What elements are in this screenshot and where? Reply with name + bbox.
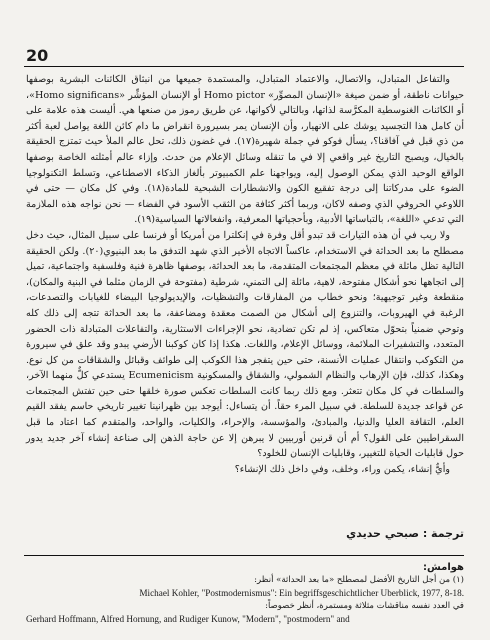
- footnote-line: (١) من أجل التاريخ الأفضل لمصطلح «ما بعد الحداثة» أنظر:: [254, 575, 464, 585]
- body-paragraph-1: والتفاعل المتبادل، والاتصال، والاعتماد المتبادل، والمستمدة جميعها من انبثاق الكائنات البشرية بوصفها حيوانات ناطقة، أو ضمن صيغة «الإنسان المصوِّر» Homo pictor أو الإنسان المؤشِّر «Homo significans»، أو الكائنات الغنوسطية المكرَّسة لذاتها، وبالتالي لأكوانها، عن طريق رموز من صنعها هي. أليست هذه علامة على أن كامل هذا التجسيد يوشك على الانهيار، وأن الإنسان يمر بسيرورة انقراض ما دام كائن اللغة يواصل لعبة أكثر من ذي قبل في آفاقنا؟، يسأل فوكو في جملة شهيرة(١٧). في غضون ذلك، تحل عالم الملأ حيث تمتزج الحقيقة بالخيال، ويصبح التاريخ غير واقعي إلا في ما تنقله وسائل الإعلام من حدث. وإزاء عالم أمثلته الخاصة بوصفها الواقع الوحيد الذي يمكن الوصول إليه، ويواجهنا علم الكمبيوتر بألغاز الذكاء الاصطناعي، وتسلط التكنولوجيا الضوء على مدركاتنا إلى درجة تفقيع الكون والانشطارات الشبحية للمادة(١٨). وفي كل مكان — حتى في اللاوعي الحروفي الذي وصفه لاكان، وربما أكثر كثافة من الثقب الأسود في الفضاء — نحن نواجه هذه الملازمة التي تدعي «اللغة»، بالتباساتها الأدبية، وبأحجياتها المعرفية، وانفعالاتها السياسية(١٩).: [26, 74, 465, 226]
- article-body: [26, 72, 464, 477]
- footnotes-section: [26, 561, 464, 626]
- header-rule: [24, 66, 464, 67]
- footnote-line: Gerhard Hoffmann, Alfred Hornung, and Rudiger Kunow, "Modern", "postmodern" and: [26, 614, 350, 624]
- footnote-line: في العدد نفسه مناقشات مثلاثة ومستمرة، أنظر خصوصاً:: [265, 601, 464, 611]
- footnotes-heading: هوامش:: [423, 562, 464, 573]
- footnote-line: Michael Kohler, "Postmodernismus": Ein begriffsgeschichtlicher Uberblick, 1977, 8-18.: [139, 588, 464, 598]
- body-paragraph-3: وأيٌّ إنشاء، يكمن وراء، وخلف، وفي داخل ذلك الإنشاء؟: [234, 463, 450, 475]
- page-number: 20: [26, 46, 49, 65]
- translator-credit: ترجمة : صبحي حديدي: [346, 527, 464, 540]
- footnotes-rule: [24, 555, 464, 556]
- body-paragraph-2: ولا ريب في أن هذه التيارات قد تبدو أقل وفرة في إنكلترا من أمريكا أو فرنسا على سبيل المثال، حيث دخل مصطلح ما بعد الحداثة في الاستخدام، عاكساً الاتجاه الأخير الذي شهد التدفق ما بعد البنيوي(٢٠). ولكن الحقيقة التالية تظل ماثلة في معظم المجتمعات المتقدمة، ما بعد الحداثة، بوصفها ظاهرة فنية وفلسفية واجتماعية، تميل إلى اتجاهها نحو أشكال مفتوحة، لاهية، مائلة إلى التمني، شرطية (مفتوحة في الزمان مثلما في البنية والمكان)، منقطعة وغير توجيهية؛ ونحو خطاب من المفارقات والتشظيات، والإيديولوجيا البيضاء للغيابات والتصدعات، الرغبة في الهيروبات، والتنزوع إلى أشكال من الصمت معقدة ومضاعفة، ما بعد الحداثة تتجه إلى ذلك كله وتوحي ضمنياً بتحوّل متعاكس، إذ لم تكن تضادية، نحو الإجراءات الاستثارية، والتفاعلات المتبادلة ذات الحضور المتعدد، والتشفيرات الملائمة، ووسائل الإعلام، واللغات. هكذا إذا كان كوكبنا الأرضي يبدو وقد علق في سيرورة من التكوكب وانتقال عمليات الأنسنة، حتى حين يتفجر هذا الكوكب إلى طوائف وقبائل والشقاقات من كل نوع. وهكذا، كذلك، فإن الإرهاب والنظام الشمولي، والشقاق والمسكونية Ecumenicism يستدعي كلٌّ منهما الآخر، والسلطات في كل مكان تتعثر. ومع ذلك ربما كانت السلطات تعكس صورة خلقها حتى حين تفتش المجتمعات عن قواعد جديدة للسلطة. في سبيل المرء حقاً. أن يتساءل: أيوجد بين ظهرانينا تغيير تاريخي حاسم يفقد القيم العلم، التقافة العليا والدنيا، والمبادئ، والمؤسسة، والإحراء، والكليات، والواحد، والمتقدم كما اعتاد ما قبل السقراطيين على القول؟ أم أن قرنين أوربيين لا يبرهن إلا عن حاجة الذهن إلى صناعة إنشاء آخر جديد يدور حول قابليات الحياة للتغيير، وقابليات الإنسان للخلود؟: [26, 229, 465, 460]
